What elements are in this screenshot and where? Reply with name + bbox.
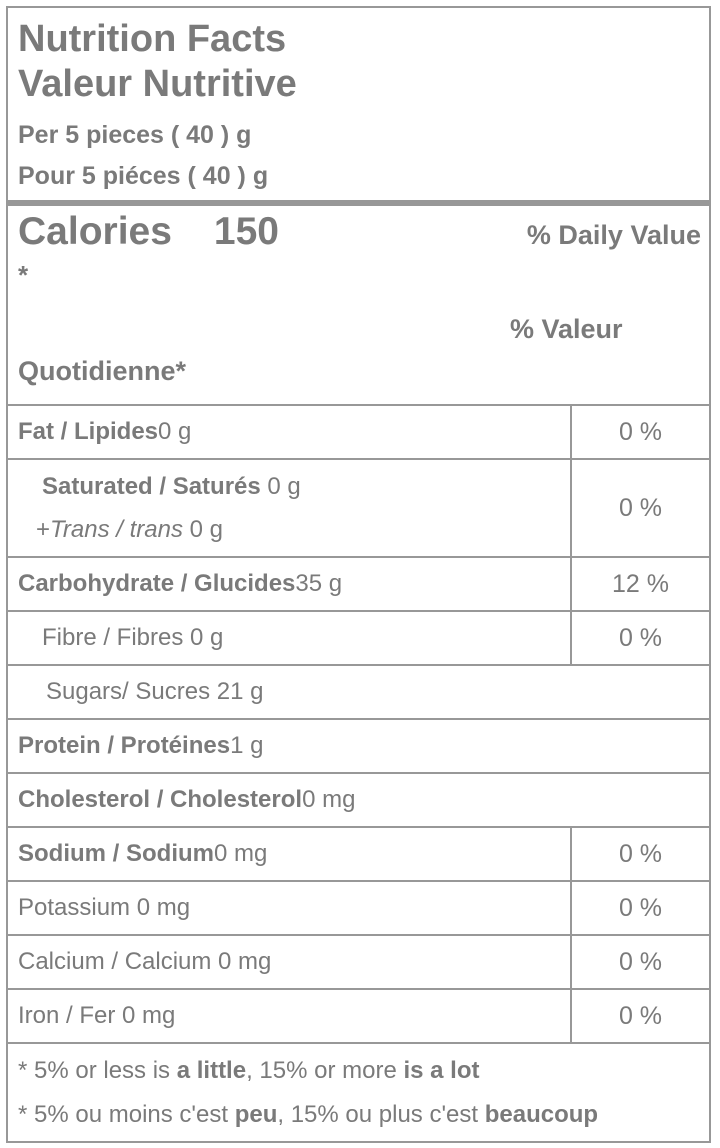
- daily-value-fat: 0 %: [570, 406, 709, 458]
- serving-size-fr: Pour 5 piéces ( 40 ) g: [18, 162, 269, 190]
- nutrient-row-protein: [8, 718, 709, 772]
- footnote-fr-bold-1: peu: [234, 1101, 278, 1128]
- nutrient-label-potassium: [8, 882, 570, 934]
- nutrient-row-sugars: [8, 664, 709, 718]
- footnote-en-text: * 5% or less is: [18, 1057, 177, 1084]
- daily-value-carbohydrate: 12 %: [570, 558, 709, 610]
- nutrient-name: Sodium / Sodium: [18, 840, 214, 867]
- nutrient-row-carbohydrate: [8, 556, 709, 610]
- nutrient-label-sugars: [8, 666, 709, 718]
- nutrient-row-saturated-trans: [8, 458, 709, 556]
- footnote-en-bold-1: a little: [176, 1057, 247, 1084]
- nutrient-label-protein: [8, 720, 709, 772]
- nutrient-amount: 0 mg: [302, 786, 356, 813]
- nutrient-row-fibre: [8, 610, 709, 664]
- calories-section: [8, 200, 709, 404]
- nutrient-name: Saturated / Saturés: [42, 473, 261, 500]
- footnote-en: [18, 1049, 699, 1093]
- daily-value-header-fr-line2: Quotidienne*: [18, 356, 186, 386]
- serving-size-en: Per 5 pieces ( 40 ) g: [18, 121, 252, 149]
- nutrient-row-sodium: [8, 826, 709, 880]
- calories-line: [18, 210, 279, 254]
- nutrient-amount: Calcium / Calcium 0 mg: [18, 948, 272, 975]
- footnote-fr: [18, 1093, 699, 1137]
- nutrient-amount: Iron / Fer 0 mg: [18, 1002, 176, 1029]
- nutrient-amount: 0 g: [158, 418, 192, 445]
- serving-info: [18, 115, 699, 197]
- nutrient-name: Carbohydrate / Glucides: [18, 570, 296, 597]
- nutrient-amount: Sugars/ Sucres 21 g: [46, 678, 264, 705]
- daily-value-saturated-trans: 0 %: [570, 460, 709, 556]
- footnote-fr-mid: , 15% ou plus c'est: [277, 1101, 485, 1128]
- nutrient-name: Cholesterol / Cholesterol: [18, 786, 303, 813]
- saturated-line: [42, 465, 570, 508]
- nutrient-name: Protein / Protéines: [18, 732, 231, 759]
- footnote-en-bold-2: is a lot: [403, 1057, 480, 1084]
- daily-value-sodium: 0 %: [570, 828, 709, 880]
- trans-prefix: +: [36, 516, 51, 543]
- nutrient-amount: 0 mg: [214, 840, 268, 867]
- nutrient-label-sodium: [8, 828, 570, 880]
- nutrient-row-calcium: [8, 934, 709, 988]
- footnotes: [8, 1042, 709, 1141]
- nutrient-amount: Fibre / Fibres 0 g: [42, 624, 224, 651]
- nutrient-amount: 0 g: [260, 473, 301, 500]
- nutrition-facts-label: [6, 6, 711, 1143]
- label-header: [8, 8, 709, 200]
- daily-value-header-en: % Daily Value: [526, 220, 701, 250]
- trans-name: Trans / trans: [50, 516, 183, 543]
- daily-value-fibre: 0 %: [570, 612, 709, 664]
- footnote-en-mid: , 15% or more: [246, 1057, 404, 1084]
- title-fr: Valeur Nutritive: [18, 63, 297, 105]
- nutrient-row-fat: [8, 404, 709, 458]
- title-en: Nutrition Facts: [18, 18, 287, 60]
- nutrient-amount: 1 g: [230, 732, 264, 759]
- nutrient-amount: 35 g: [295, 570, 343, 597]
- trans-amount: 0 g: [182, 516, 223, 543]
- nutrient-label-iron: [8, 990, 570, 1042]
- daily-value-header-fr-line1: % Valeur: [510, 314, 623, 344]
- footnote-fr-text: * 5% ou moins c'est: [18, 1101, 235, 1128]
- daily-value-potassium: 0 %: [570, 882, 709, 934]
- trans-line: [36, 508, 570, 551]
- nutrient-label-saturated-trans: [8, 460, 570, 556]
- nutrient-label-calcium: [8, 936, 570, 988]
- nutrient-name: Fat / Lipides: [18, 418, 159, 445]
- nutrient-row-cholesterol: [8, 772, 709, 826]
- daily-value-asterisk: *: [18, 260, 29, 290]
- daily-value-calcium: 0 %: [570, 936, 709, 988]
- nutrient-amount: Potassium 0 mg: [18, 894, 191, 921]
- nutrient-label-fibre: [8, 612, 570, 664]
- calories-label: Calories: [18, 210, 172, 253]
- calories-value: 150: [213, 210, 279, 253]
- nutrient-label-fat: [8, 406, 570, 458]
- nutrient-row-potassium: [8, 880, 709, 934]
- daily-value-iron: 0 %: [570, 990, 709, 1042]
- nutrient-row-iron: [8, 988, 709, 1042]
- footnote-fr-bold-2: beaucoup: [484, 1101, 599, 1128]
- nutrient-label-carbohydrate: [8, 558, 570, 610]
- nutrient-label-cholesterol: [8, 774, 709, 826]
